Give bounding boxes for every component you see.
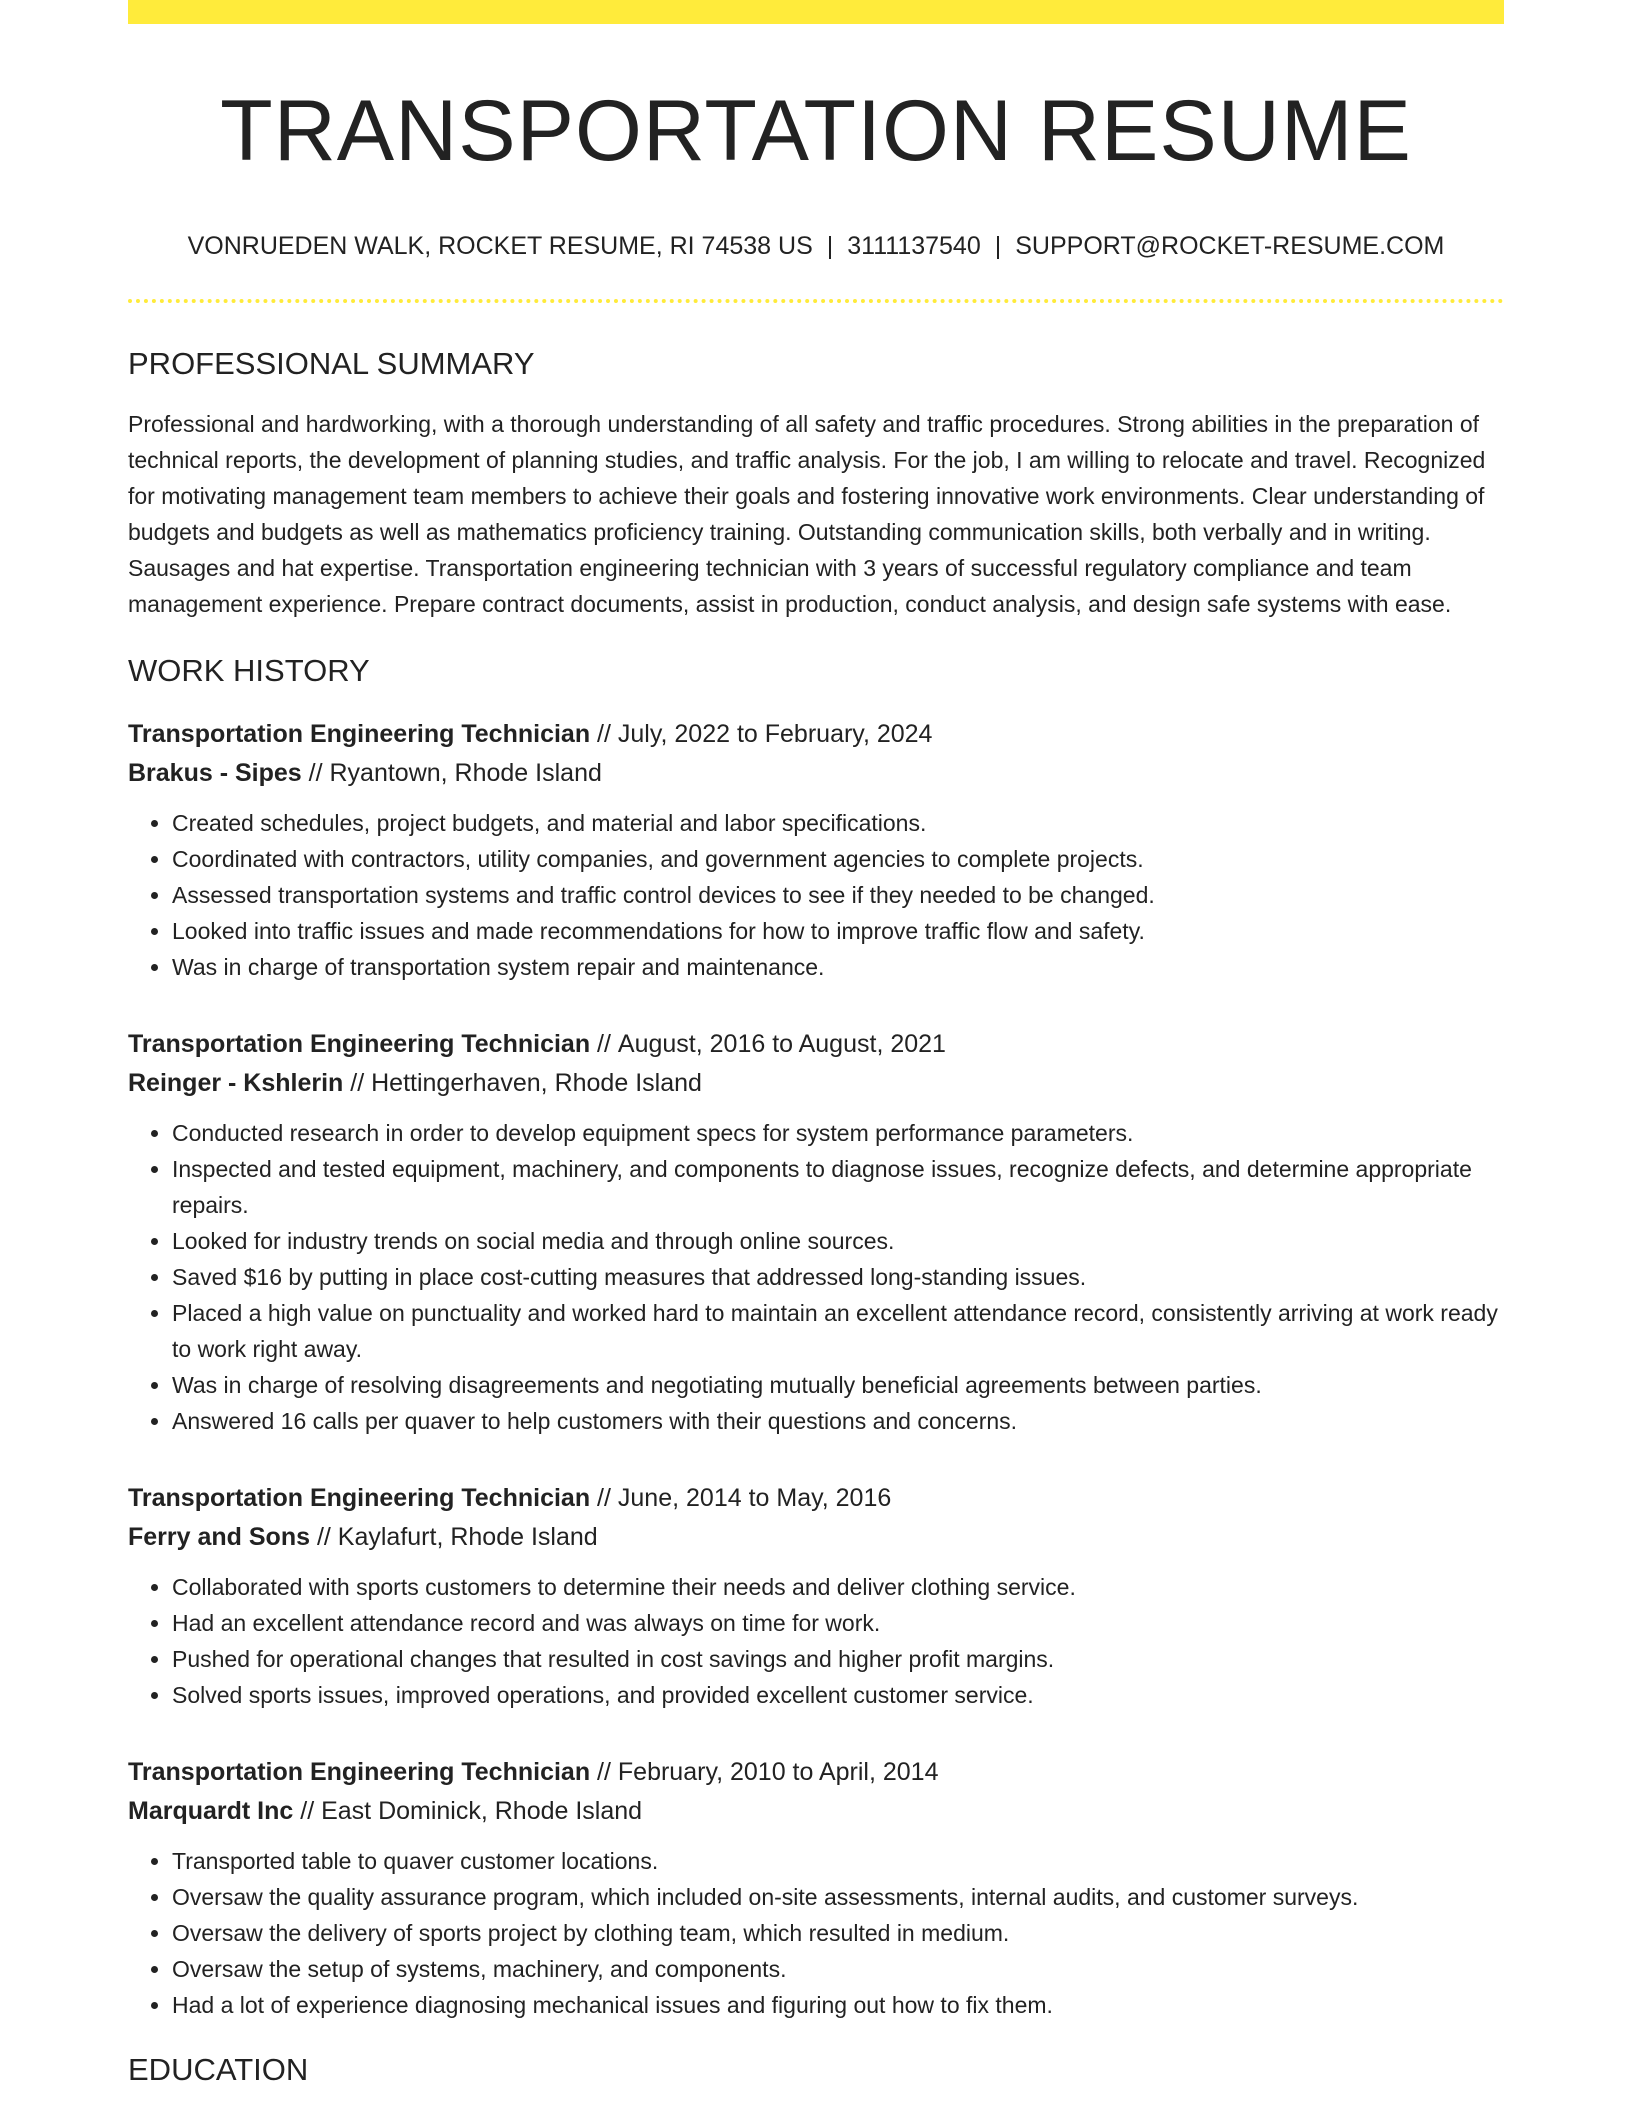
summary-heading: PROFESSIONAL SUMMARY bbox=[128, 345, 535, 381]
contact-address: VONRUEDEN WALK, ROCKET RESUME, RI 74538 US bbox=[187, 231, 813, 260]
job-bullet: • Created schedules, project budgets, and material and labor specifications. bbox=[172, 805, 1504, 841]
job-bullet: • Had a lot of experience diagnosing mechanical issues and figuring out how to fix them. bbox=[172, 1987, 1504, 2023]
job-company: Marquardt Inc bbox=[128, 1796, 294, 1825]
job-dates: June, 2014 to May, 2016 bbox=[617, 1483, 892, 1512]
resume-title: TRANSPORTATION RESUME bbox=[220, 83, 1412, 179]
job-bullet-list bbox=[128, 1569, 1504, 1713]
work-history-list bbox=[128, 715, 1504, 2023]
job-dates: July, 2022 to February, 2024 bbox=[617, 719, 933, 748]
job-company: Brakus - Sipes bbox=[128, 758, 302, 787]
resume-page bbox=[128, 0, 1504, 2088]
job-company-line bbox=[128, 1064, 1504, 1103]
job-dates: August, 2016 to August, 2021 bbox=[617, 1029, 946, 1058]
job-entry bbox=[128, 715, 1504, 985]
job-bullet: • Saved $16 by putting in place cost-cutting measures that addressed long-standing issues. bbox=[172, 1259, 1504, 1295]
accent-top-bar bbox=[128, 0, 1504, 24]
job-title: Transportation Engineering Technician bbox=[128, 1029, 591, 1058]
job-location: Kaylafurt, Rhode Island bbox=[337, 1522, 598, 1551]
job-title-line bbox=[128, 1025, 1504, 1064]
job-bullet: • Oversaw the setup of systems, machinery, and components. bbox=[172, 1951, 1504, 1987]
job-location: Hettingerhaven, Rhode Island bbox=[371, 1068, 702, 1097]
dotted-divider bbox=[128, 299, 1504, 303]
job-company: Reinger - Kshlerin bbox=[128, 1068, 344, 1097]
job-location: Ryantown, Rhode Island bbox=[329, 758, 602, 787]
job-bullet: • Looked for industry trends on social media and through online sources. bbox=[172, 1223, 1504, 1259]
job-delimiter: // bbox=[590, 1757, 618, 1786]
job-company-line bbox=[128, 1518, 1504, 1557]
job-bullet: • Answered 16 calls per quaver to help customers with their questions and concerns. bbox=[172, 1403, 1504, 1439]
job-bullet: • Inspected and tested equipment, machinery, and components to diagnose issues, recognize defects, and determine appropriate repairs. bbox=[172, 1151, 1504, 1223]
job-location: East Dominick, Rhode Island bbox=[321, 1796, 643, 1825]
job-bullet: • Looked into traffic issues and made recommendations for how to improve traffic flow and safety. bbox=[172, 913, 1504, 949]
job-company-line bbox=[128, 754, 1504, 793]
work-history-heading: WORK HISTORY bbox=[128, 652, 370, 688]
job-title-line bbox=[128, 1479, 1504, 1518]
job-bullet: • Solved sports issues, improved operations, and provided excellent customer service. bbox=[172, 1677, 1504, 1713]
job-title-line bbox=[128, 715, 1504, 754]
job-title: Transportation Engineering Technician bbox=[128, 719, 591, 748]
job-bullet: • Coordinated with contractors, utility companies, and government agencies to complete projects. bbox=[172, 841, 1504, 877]
job-bullet: • Was in charge of transportation system repair and maintenance. bbox=[172, 949, 1504, 985]
job-bullet: • Conducted research in order to develop equipment specs for system performance parameters. bbox=[172, 1115, 1504, 1151]
job-title: Transportation Engineering Technician bbox=[128, 1757, 591, 1786]
education-heading: EDUCATION bbox=[128, 2051, 309, 2087]
job-entry bbox=[128, 1479, 1504, 1713]
job-bullet: • Had an excellent attendance record and was always on time for work. bbox=[172, 1605, 1504, 1641]
job-entry bbox=[128, 1025, 1504, 1439]
job-delimiter: // bbox=[293, 1796, 322, 1825]
contact-separator: | bbox=[826, 231, 834, 260]
contact-separator: | bbox=[994, 231, 1002, 260]
job-company: Ferry and Sons bbox=[128, 1522, 310, 1551]
job-bullet-list bbox=[128, 1843, 1504, 2023]
job-bullet: • Assessed transportation systems and traffic control devices to see if they needed to be changed. bbox=[172, 877, 1504, 913]
job-title-line bbox=[128, 1753, 1504, 1792]
contact-phone: 3111137540 bbox=[847, 231, 981, 260]
job-bullet: • Placed a high value on punctuality and worked hard to maintain an excellent attendance record, consistently arriving at work ready to work right away. bbox=[172, 1295, 1504, 1367]
job-entry bbox=[128, 1753, 1504, 2023]
job-company-line bbox=[128, 1792, 1504, 1831]
job-bullet: • Oversaw the quality assurance program, which included on-site assessments, internal audits, and customer surveys. bbox=[172, 1879, 1504, 1915]
job-delimiter: // bbox=[590, 719, 618, 748]
job-bullet-list bbox=[128, 805, 1504, 985]
job-delimiter: // bbox=[343, 1068, 372, 1097]
job-bullet: • Was in charge of resolving disagreements and negotiating mutually beneficial agreements between parties. bbox=[172, 1367, 1504, 1403]
job-delimiter: // bbox=[590, 1029, 618, 1058]
summary-text: Professional and hardworking, with a thorough understanding of all safety and traffic procedures. Strong abilities in the preparation of technical reports, the development of planning studies, and traffic analysis. For the job, I am willing to relocate and travel. Recognized for motivating management team members to achieve their goals and fostering innovative work environments. Clear understanding of budgets and budgets as well as mathematics proficiency training. Outstanding communication skills, both verbally and in writing. Sausages and hat expertise. Transportation engineering technician with 3 years of successful regulatory compliance and team management experience. Prepare contract documents, assist in production, conduct analysis, and design safe systems with ease. bbox=[128, 410, 1486, 617]
job-delimiter: // bbox=[301, 758, 330, 787]
job-dates: February, 2010 to April, 2014 bbox=[617, 1757, 939, 1786]
job-bullet: • Pushed for operational changes that resulted in cost savings and higher profit margins. bbox=[172, 1641, 1504, 1677]
job-bullet-list bbox=[128, 1115, 1504, 1439]
contact-line bbox=[128, 231, 1504, 261]
job-bullet: • Collaborated with sports customers to determine their needs and deliver clothing service. bbox=[172, 1569, 1504, 1605]
job-title: Transportation Engineering Technician bbox=[128, 1483, 591, 1512]
job-delimiter: // bbox=[310, 1522, 338, 1551]
job-delimiter: // bbox=[590, 1483, 618, 1512]
contact-email: SUPPORT@ROCKET-RESUME.COM bbox=[1015, 231, 1445, 260]
job-bullet: • Transported table to quaver customer locations. bbox=[172, 1843, 1504, 1879]
job-bullet: • Oversaw the delivery of sports project by clothing team, which resulted in medium. bbox=[172, 1915, 1504, 1951]
